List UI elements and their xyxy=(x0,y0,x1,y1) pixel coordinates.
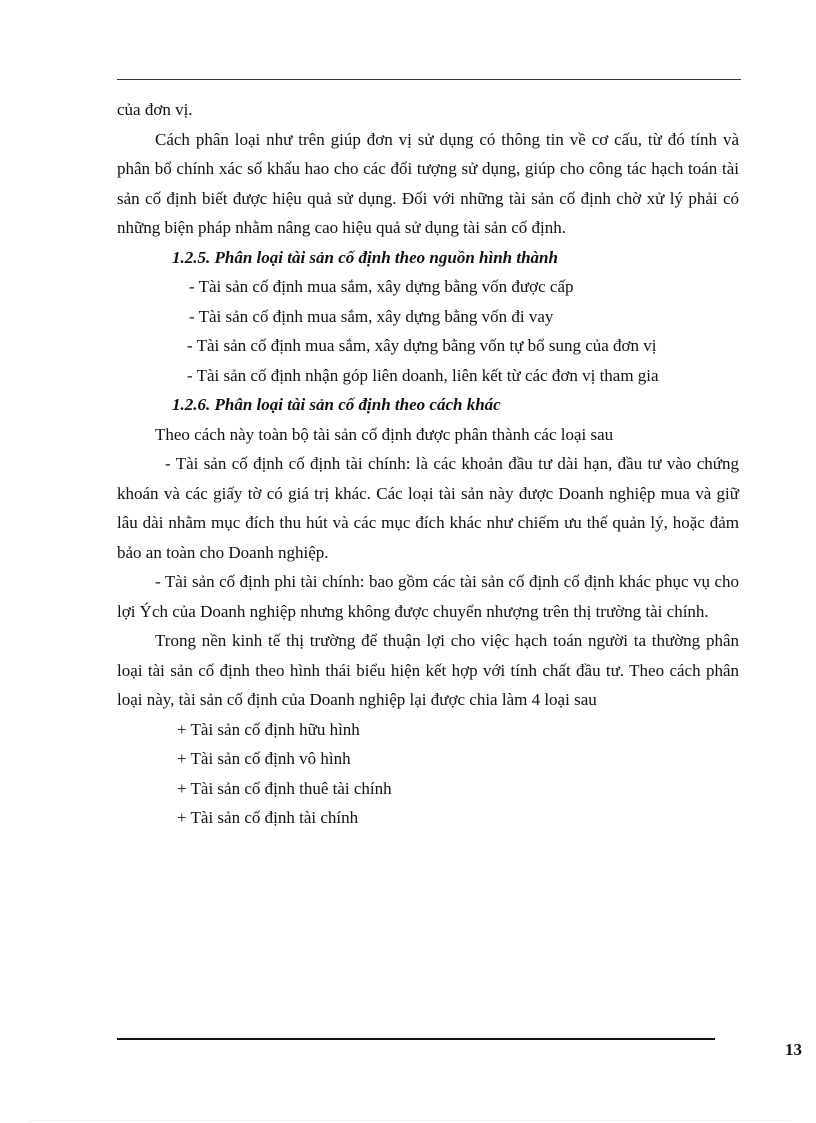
section-heading-1-2-5: 1.2.5. Phân loại tài sản cố định theo nguồn hình thành xyxy=(172,247,558,267)
list-item: - Tài sản cố định mua sắm, xây dựng bằng vốn đi vay xyxy=(189,306,554,326)
list-item: - Tài sản cố định nhận góp liên doanh, liên kết từ các đơn vị tham gia xyxy=(187,365,659,385)
list-item: + Tài sản cố định vô hình xyxy=(177,749,351,768)
list-item: + Tài sản cố định hữu hình xyxy=(177,719,360,739)
list-item: - Tài sản cố định mua sắm, xây dựng bằng vốn được cấp xyxy=(189,277,574,296)
header-rule xyxy=(117,79,741,80)
section-heading-1-2-6: 1.2.6. Phân loại tài sản cố định theo cách khác xyxy=(172,395,501,414)
page-number: 13 xyxy=(785,1040,802,1059)
list-item: - Tài sản cố định mua sắm, xây dựng bằng vốn tự bổ sung của đơn vị xyxy=(187,336,657,355)
paragraph-intro: Theo cách này toàn bộ tài sản cố định được phân thành các loại sau xyxy=(155,424,614,444)
paragraph-nonfinancial-assets: - Tài sản cố định phi tài chính: bao gồm các tài sản cố định cố định khác phục vụ cho lợi Ých của Doanh nghiệp nhưng không được chuyển nhượng trên thị trường tài chính. xyxy=(117,572,739,621)
paragraph-classification-summary: Cách phân loại như trên giúp đơn vị sử dụng có thông tin về cơ cấu, từ đó tính và phân bổ chính xác số khấu hao cho các đối tượng sử dụng, giúp cho công tác hạch toán tài sản cố định biết được hiệu quả sử dụng. Đối với những tài sản cố định chờ xử lý phải có những biện pháp nhằm nâng cao hiệu quả sử dụng tài sản cố định. xyxy=(117,129,739,237)
page-edge-dotted-line xyxy=(30,1120,790,1121)
list-item: + Tài sản cố định tài chính xyxy=(177,808,359,827)
footer-rule xyxy=(117,1038,715,1040)
paragraph-financial-assets: - Tài sản cố định cố định tài chính: là các khoản đầu tư dài hạn, đầu tư vào chứng khoán và các giấy tờ có giá trị khác. Các loại tài sản này được Doanh nghiệp mua và giữ lâu dài nhằm mục đích thu hút và các mục đích khác như chiếm ưu thế quản lý, hoặc đảm bảo an toàn cho Doanh nghiệp. xyxy=(117,454,739,562)
paragraph-continuation: của đơn vị. xyxy=(117,100,193,119)
paragraph-market-economy: Trong nền kinh tế thị trường để thuận lợi cho việc hạch toán người ta thường phân loại tài sản cố định theo hình thái biểu hiện kết hợp với tính chất đầu tư. Theo cách phân loại này, tài sản cố định của Doanh nghiệp lại được chia làm 4 loại sau xyxy=(117,631,739,709)
page-body xyxy=(117,95,739,833)
list-item: + Tài sản cố định thuê tài chính xyxy=(177,778,392,798)
